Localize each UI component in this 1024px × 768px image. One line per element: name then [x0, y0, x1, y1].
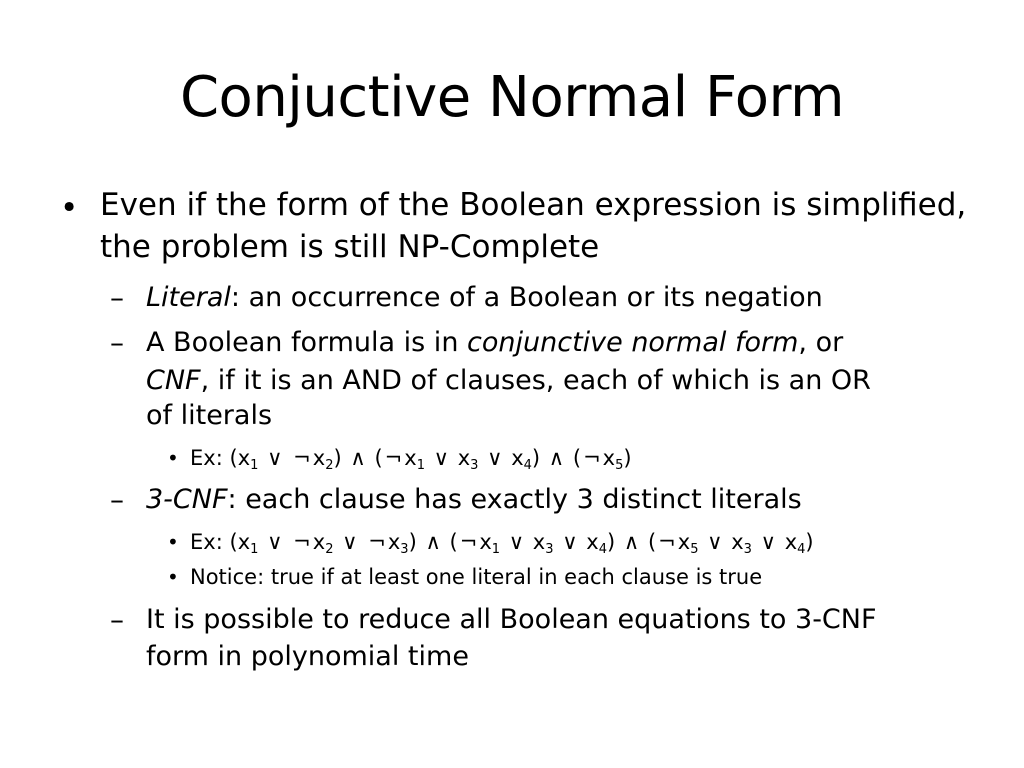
- dash-marker: –: [110, 326, 124, 359]
- reduce-line-2: form in polynomial time: [146, 641, 469, 672]
- main-bullet-text: Even if the form of the Boolean expression is simplified, the problem is still NP-Complete: [100, 187, 967, 265]
- dash-marker: –: [110, 281, 124, 314]
- three-cnf-term: 3-CNF: [146, 484, 228, 515]
- literal-item: [146, 279, 986, 317]
- cnf-line1-post: , or: [798, 327, 844, 358]
- cnf-term: conjunctive normal form: [467, 327, 799, 358]
- cnf-line1-pre: A Boolean formula is in: [146, 327, 468, 358]
- bullet-marker: •: [167, 530, 179, 554]
- cnf-definition-line-2: [146, 362, 986, 400]
- bullet-marker: •: [167, 565, 179, 589]
- literal-term: Literal: [146, 282, 231, 313]
- dash-marker: –: [110, 603, 124, 636]
- three-cnf-example: Ex: ($x_1$ ∨ $\neg x_2$ ∨ $\neg x_3$) ∧ ($\neg x_1$ ∨ $x_3$ ∨ $x_4$) ∧ ($\neg x_5$ ∨ $x_3$ ∨ $x_4$): [190, 530, 814, 557]
- cnf-line2-post: , if it is an AND of clauses, each of which is an OR: [200, 365, 871, 396]
- notice-text: Notice: true if at least one literal in each clause is true: [190, 565, 763, 589]
- three-cnf-item: [146, 481, 986, 519]
- cnf-definition-line-3: of literals: [146, 400, 273, 431]
- dash-marker: –: [110, 483, 124, 516]
- reduce-line-1: It is possible to reduce all Boolean equations to 3-CNF: [146, 604, 877, 635]
- cnf-example: Ex: ($x_1$ ∨ $\neg x_2$) ∧ ($\neg x_1$ ∨ $x_3$ ∨ $x_4$) ∧ $(\neg x_5)$: [190, 446, 632, 473]
- cnf-abbrev: CNF: [146, 365, 201, 396]
- bullet-marker: •: [60, 190, 79, 226]
- cnf-definition-line-1: [146, 324, 986, 362]
- three-cnf-definition: : each clause has exactly 3 distinct literals: [227, 484, 802, 515]
- literal-definition: : an occurrence of a Boolean or its negation: [230, 282, 823, 313]
- bullet-marker: •: [167, 446, 179, 470]
- slide-title: Conjuctive Normal Form: [179, 65, 845, 130]
